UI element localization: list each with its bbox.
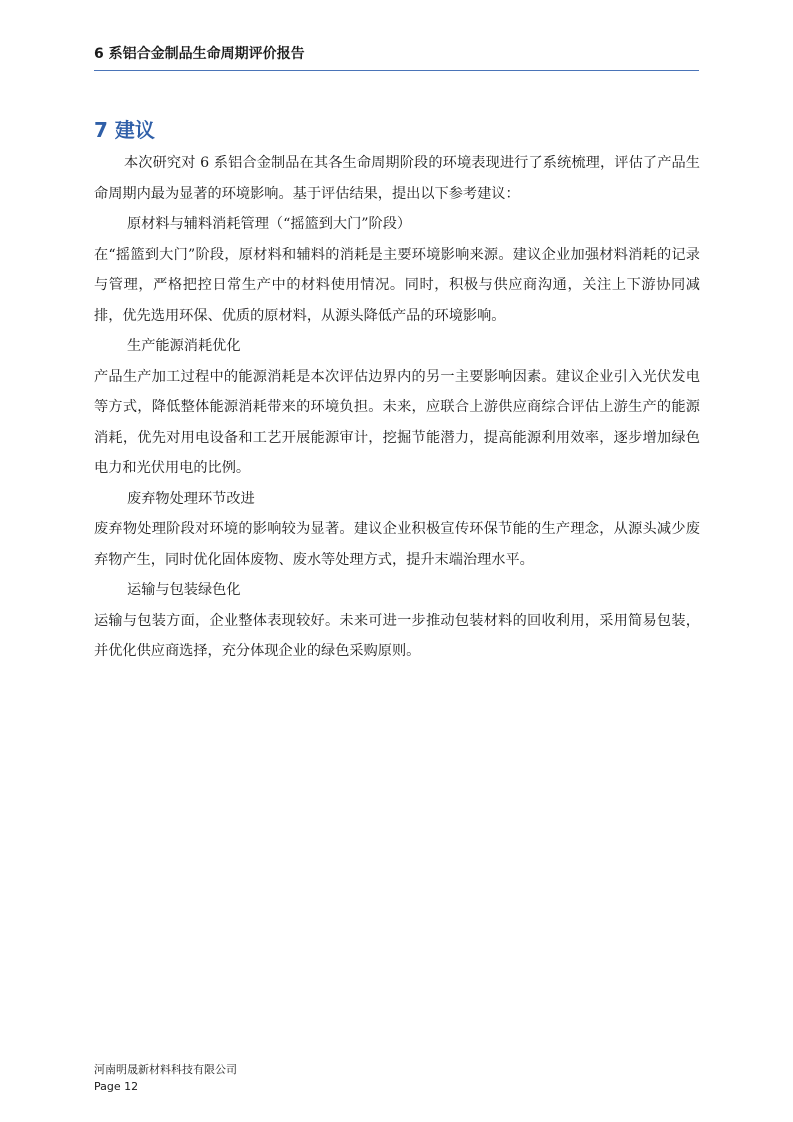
- recommendation-heading-energy: 生产能源消耗优化: [127, 338, 241, 354]
- report-title: 6 系铝合金制品生命周期评价报告: [94, 46, 305, 62]
- intro-paragraph: 本次研究对 6 系铝合金制品在其各生命周期阶段的环境表现进行了系统梳理，评估了产品生命周期内最为显著的环境影响。基于评估结果，提出以下参考建议：: [94, 155, 700, 202]
- recommendation-heading-waste: 废弃物处理环节改进: [127, 490, 255, 507]
- footer-company: 河南明晟新材料科技有限公司: [94, 1063, 237, 1076]
- section-title: 7 建议: [94, 118, 155, 142]
- recommendation-body-transport: 运输与包装方面，企业整体表现较好。未来可进一步推动包装材料的回收利用，采用简易包装，并优化供应商选择，充分体现企业的绿色采购原则。: [94, 612, 700, 659]
- page-header: [94, 44, 699, 71]
- recommendation-heading-materials: 原材料与辅料消耗管理（“摇篮到大门”阶段）: [127, 216, 412, 232]
- recommendation-heading-transport: 运输与包装绿色化: [127, 582, 241, 598]
- recommendation-body-energy: 产品生产加工过程中的能源消耗是本次评估边界内的另一主要影响因素。建议企业引入光伏发电等方式，降低整体能源消耗带来的环境负担。未来，应联合上游供应商综合评估上游生产的能源消耗，优先对用电设备和工艺开展能源审计，挖掘节能潜力，提高能源利用效率，逐步增加绿色电力和光伏用电的比例。: [94, 368, 700, 476]
- recommendation-body-waste: 废弃物处理阶段对环境的影响较为显著。建议企业积极宣传环保节能的生产理念，从源头减少废弃物产生，同时优化固体废物、废水等处理方式，提升末端治理水平。: [94, 521, 700, 568]
- page-footer: [94, 1061, 237, 1095]
- recommendation-body-materials: 在“摇篮到大门”阶段，原材料和辅料的消耗是主要环境影响来源。建议企业加强材料消耗的记录与管理，严格把控日常生产中的材料使用情况。同时，积极与供应商沟通，关注上下游协同减排，优先选用环保、优质的原材料，从源头降低产品的环境影响。: [94, 246, 700, 324]
- page-content: [94, 112, 700, 667]
- page-number: Page 12: [94, 1080, 139, 1093]
